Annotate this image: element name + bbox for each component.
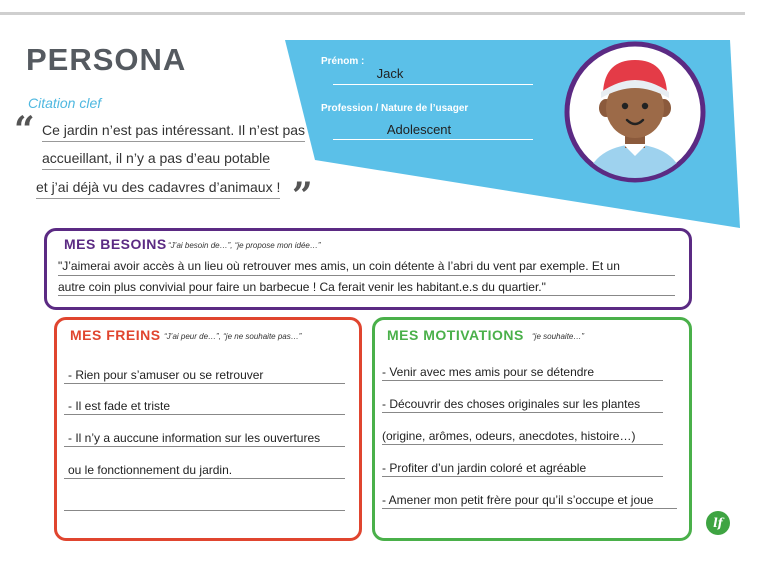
citation-line-1: Ce jardin n’est pas intéressant. Il n’est pas — [42, 122, 305, 142]
prenom-label: Prénom : — [321, 56, 365, 67]
freins-line-3: - Il n’y a auccune information sur les ouvertures — [68, 431, 321, 445]
besoins-underline-2 — [58, 295, 675, 296]
freins-subtitle: “J’ai peur de…”, “je ne souhaite pas…” — [164, 332, 302, 341]
citation-label: Citation clef — [28, 95, 102, 111]
freins-line-1: - Rien pour s’amuser ou se retrouver — [68, 368, 264, 382]
besoins-title: MES BESOINS — [64, 236, 167, 252]
freins-underline-4 — [64, 478, 345, 479]
freins-underline-1 — [64, 383, 345, 384]
besoins-line-2: autre coin plus convivial pour faire un barbecue ! Ca ferait venir les habitant.e.s du quartier." — [58, 280, 546, 294]
profession-underline — [333, 139, 533, 140]
freins-title: MES FREINS — [70, 327, 161, 343]
besoins-subtitle: “J’ai besoin de…”, “je propose mon idée…” — [168, 241, 321, 250]
quote-open-icon: “ — [14, 109, 35, 151]
motivations-underline-1 — [382, 380, 663, 381]
motivations-title: MES MOTIVATIONS — [387, 327, 524, 343]
freins-box — [54, 317, 362, 541]
prenom-value: Jack — [376, 66, 404, 81]
besoins-underline-1 — [58, 275, 675, 276]
citation-line-3: et j’ai déjà vu des cadavres d’animaux ! — [36, 179, 280, 199]
citation-line-2: accueillant, il n’y a pas d’eau potable — [42, 150, 270, 170]
avatar-boy-cap-icon — [563, 40, 707, 184]
motivations-underline-5 — [382, 508, 677, 509]
freins-underline-3 — [64, 446, 345, 447]
motivations-line-2: - Découvrir des choses originales sur les plantes — [382, 397, 641, 411]
profession-value: Adolescent — [386, 122, 452, 137]
besoins-line-1: "J’aimerai avoir accès à un lieu où retrouver mes amis, un coin détente à l’abri du vent par exemple. Et un — [58, 259, 620, 273]
motivations-underline-3 — [382, 444, 663, 445]
page-title: PERSONA — [26, 42, 187, 77]
lf-logo: lf — [706, 511, 730, 535]
quote-close-icon: ” — [292, 175, 313, 217]
motivations-line-3: (origine, arômes, odeurs, anecdotes, histoire…) — [382, 429, 636, 443]
freins-line-4: ou le fonctionnement du jardin. — [68, 463, 233, 477]
motivations-line-1: - Venir avec mes amis pour se détendre — [382, 365, 595, 379]
motivations-subtitle: “je souhaite…” — [532, 332, 585, 341]
freins-line-2: - Il est fade et triste — [68, 399, 171, 413]
prenom-underline — [333, 84, 533, 85]
motivations-underline-4 — [382, 476, 663, 477]
profession-label: Profession / Nature de l’usager — [321, 103, 469, 114]
freins-underline-2 — [64, 414, 345, 415]
freins-underline-5 — [64, 510, 345, 511]
motivations-underline-2 — [382, 412, 663, 413]
motivations-line-5: - Amener mon petit frère pour qu’il s’occupe et joue — [382, 493, 654, 507]
motivations-line-4: - Profiter d’un jardin coloré et agréable — [382, 461, 587, 475]
